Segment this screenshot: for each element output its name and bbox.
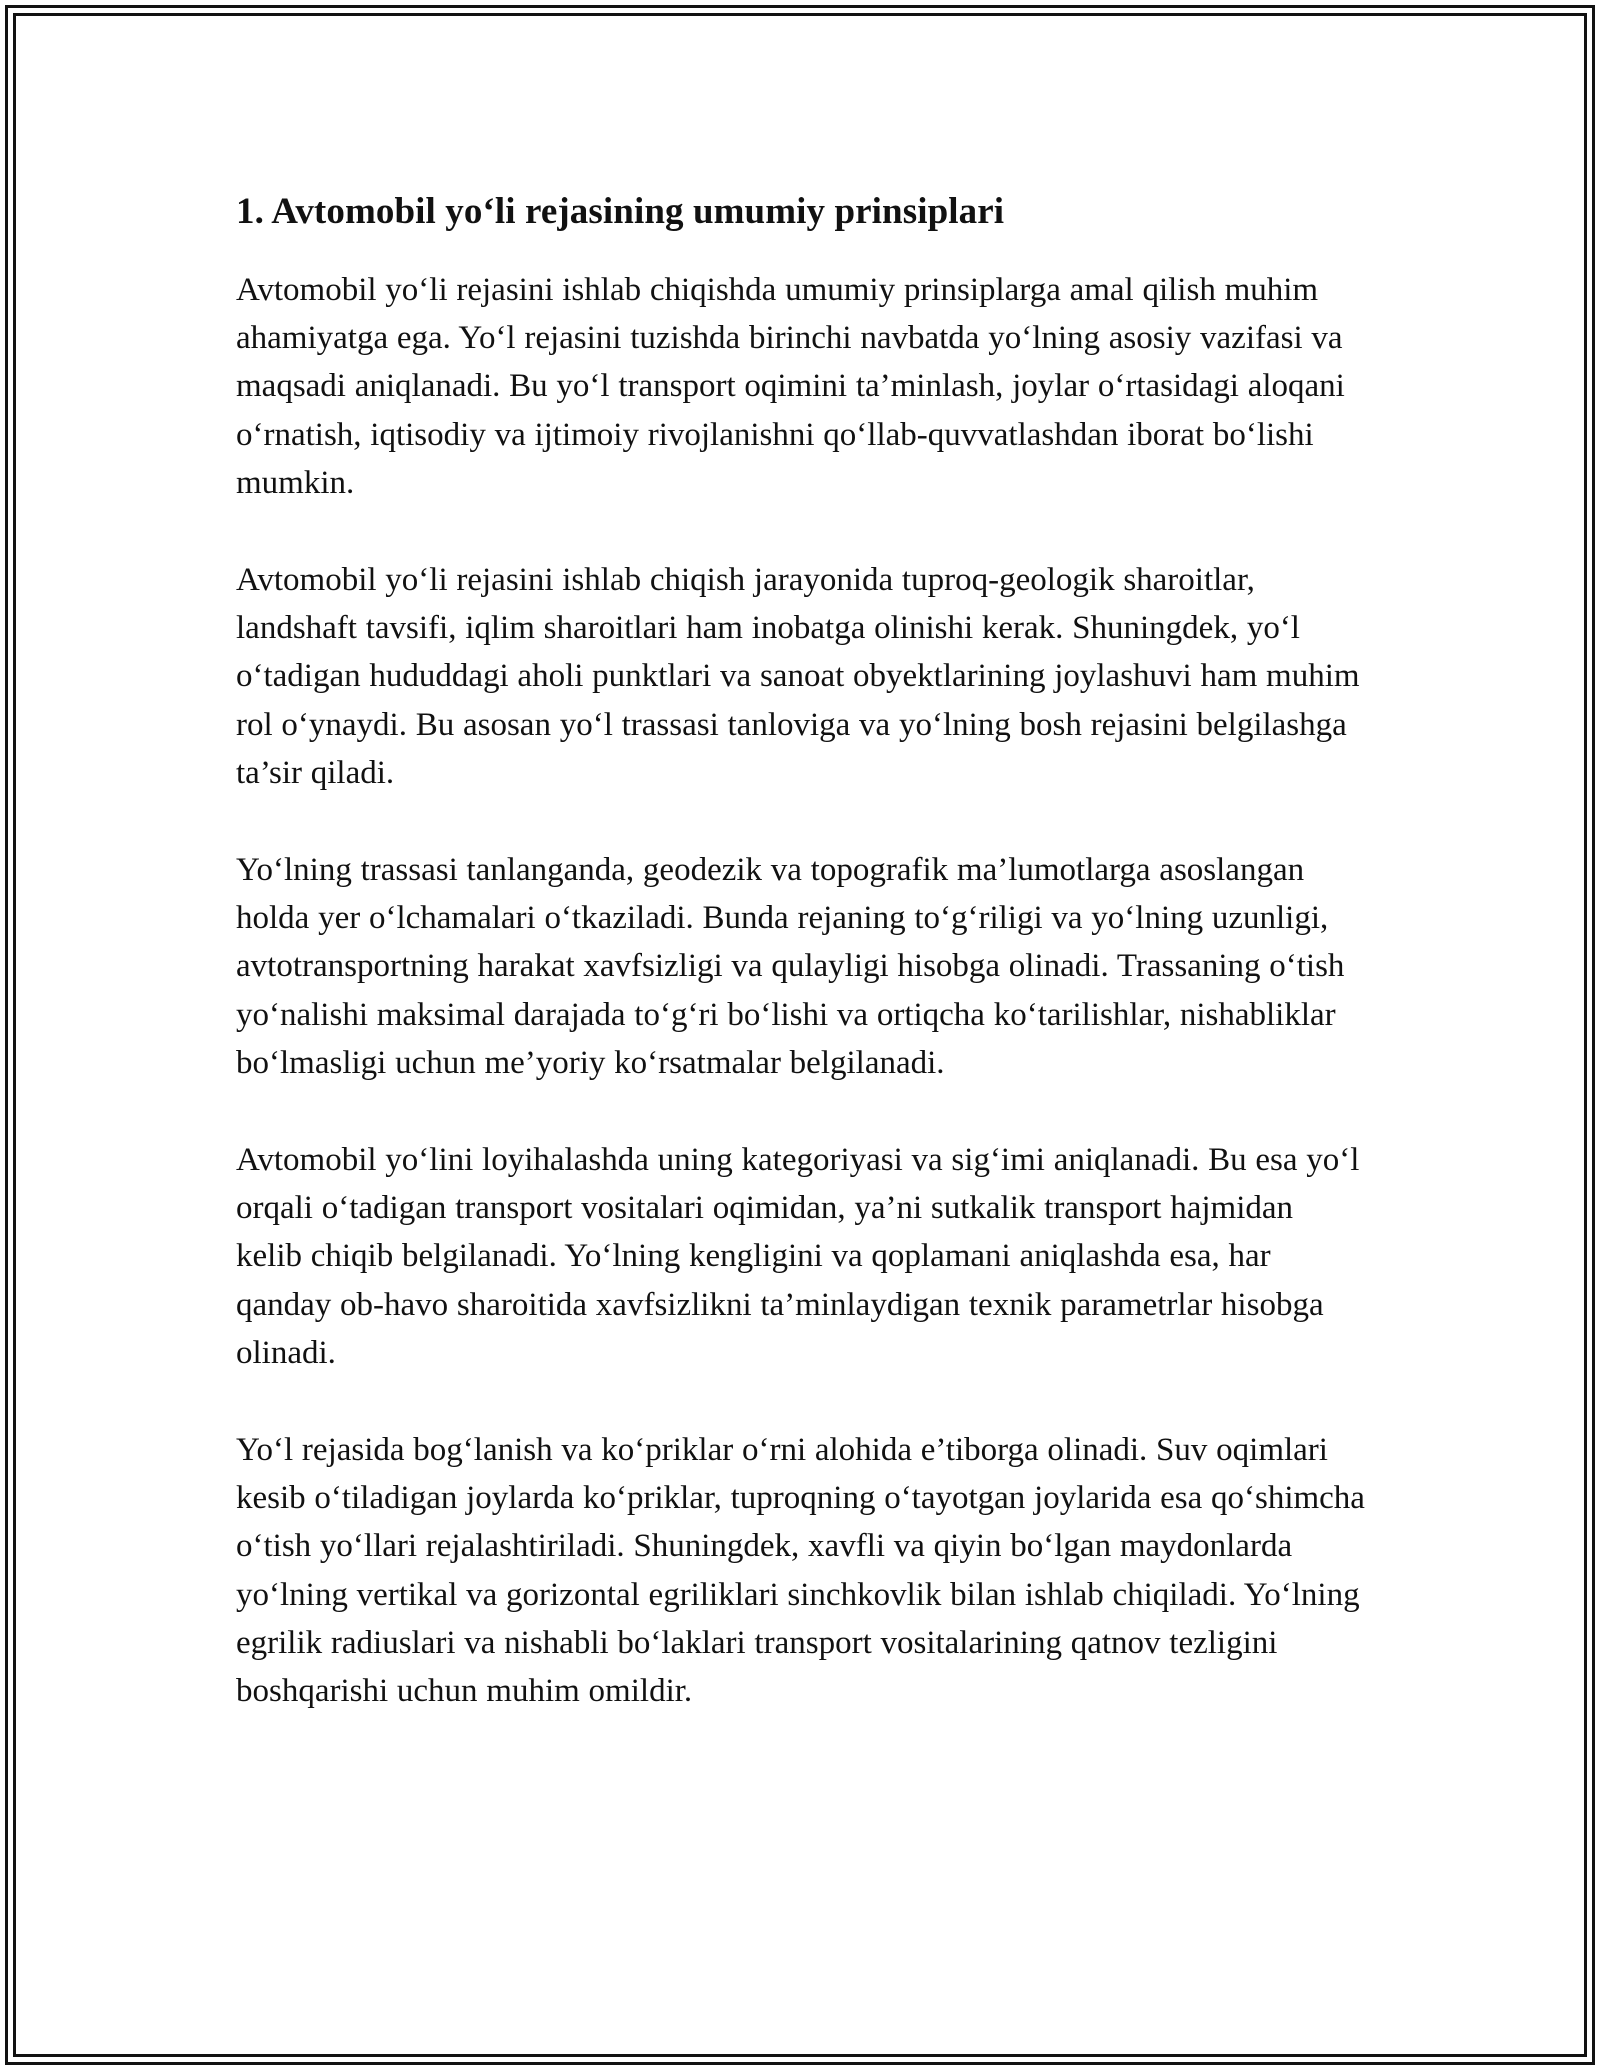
paragraph-2: Avtomobil yo‘li rejasini ishlab chiqish jarayonida tuproq-geologik sharoitlar, landshaft tavsifi, iqlim sharoitlari ham inobatga olinishi kerak. Shuningdek, yo‘l o‘tadigan hududdagi aholi punktlari va sanoat obyektlarining joylashuvi ham muhim rol o‘ynaydi. Bu asosan yo‘l trassasi tanloviga va yo‘lning bosh rejasini belgilashga ta’sir qiladi. [236, 562, 1360, 791]
paragraph-1: Avtomobil yo‘li rejasini ishlab chiqishda umumiy prinsiplarga amal qilish muhim ahamiyatga ega. Yo‘l rejasini tuzishda birinchi navbatda yo‘lning asosiy vazifasi va maqsadi aniqlanadi. Bu yo‘l transport oqimini ta’minlash, joylar o‘rtasidagi aloqani o‘rnatish, iqtisodiy va ijtimoiy rivojlanishni qo‘llab-quvvatlashdan iborat bo‘lishi mumkin. [236, 272, 1345, 501]
paragraph-5: Yo‘l rejasida bog‘lanish va ko‘priklar o‘rni alohida e’tiborga olinadi. Suv oqimlari kesib o‘tiladigan joylarda ko‘priklar, tuproqning o‘tayotgan joylarida esa qo‘shimcha o‘tish yo‘llari rejalashtiriladi. Shuningdek, xavfli va qiyin bo‘lgan maydonlarda yo‘lning vertikal va gorizontal egriliklari sinchkovlik bilan ishlab chiqiladi. Yo‘lning egrilik radiuslari va nishabli bo‘laklari transport vositalarining qatnov tezligini boshqarishi uchun muhim omildir. [236, 1432, 1365, 1710]
paragraph-4: Avtomobil yo‘lini loyihalashda uning kategoriyasi va sig‘imi aniqlanadi. Bu esa yo‘l orqali o‘tadigan transport vositalari oqimidan, ya’ni sutkalik transport hajmidan kelib chiqib belgilanadi. Yo‘lning kengligini va qoplamani aniqlashda esa, har qanday ob-havo sharoitida xavfsizlikni ta’minlaydigan texnik parametrlar hisobga olinadi. [236, 1142, 1360, 1371]
paragraph-3: Yo‘lning trassasi tanlanganda, geodezik va topografik ma’lumotlarga asoslangan holda yer o‘lchamalari o‘tkaziladi. Bunda rejaning to‘g‘riligi va yo‘lning uzunligi, avtotransportning harakat xavfsizligi va qulayligi hisobga olinadi. Trassaning o‘tish yo‘nalishi maksimal darajada to‘g‘ri bo‘lishi va ortiqcha ko‘tarilishlar, nishabliklar bo‘lmasligi uchun me’yoriy ko‘rsatmalar belgilanadi. [236, 852, 1345, 1081]
section-heading: 1. Avtomobil yo‘li rejasining umumiy prinsiplari [236, 191, 1005, 232]
document-body [236, 188, 1366, 1764]
